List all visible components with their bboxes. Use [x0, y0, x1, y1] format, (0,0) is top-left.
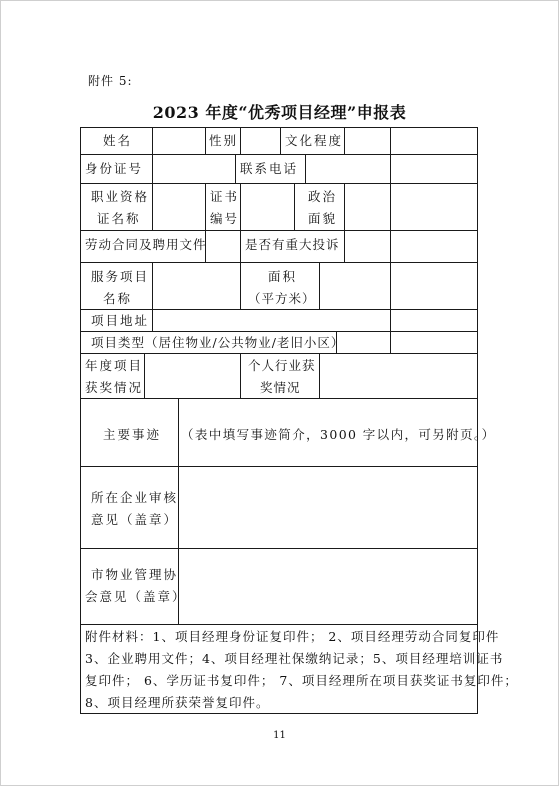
- main-deeds-label: 主要事迹: [103, 427, 162, 442]
- table-line: [80, 127, 81, 714]
- table-line: [80, 154, 478, 155]
- table-line: [305, 154, 306, 184]
- materials-line-3: 复印件； 6、学历证书复印件； 7、项目经理所在项目获奖证书复印件；: [85, 673, 518, 688]
- table-line: [240, 127, 241, 155]
- table-line: [152, 309, 153, 332]
- phone-label: 联系电话: [240, 161, 299, 176]
- qualification-label-line2: 证名称: [97, 211, 141, 226]
- company-opinion-label-line1: 所在企业审核: [91, 490, 179, 505]
- company-opinion-label-line2: 意见（盖章）: [91, 512, 179, 527]
- table-line: [319, 262, 320, 310]
- table-line: [152, 183, 153, 231]
- table-line: [80, 230, 478, 231]
- table-line: [152, 262, 153, 310]
- table-line: [390, 331, 391, 354]
- project-name-label-line2: 名称: [103, 291, 133, 306]
- education-label: 文化程度: [285, 133, 344, 148]
- personal-award-label-line2: 奖情况: [260, 380, 301, 395]
- project-name-label-line1: 服务项目: [91, 269, 150, 284]
- main-deeds-hint: （表中填写事迹简介，3000 字以内，可另附页。）: [181, 427, 496, 442]
- complaint-label: 是否有重大投诉: [245, 237, 340, 252]
- table-line: [390, 127, 391, 155]
- association-opinion-label-line2: 会意见（盖章）: [85, 589, 187, 604]
- table-line: [294, 183, 295, 231]
- table-line: [80, 624, 478, 625]
- table-line: [240, 230, 241, 263]
- annual-award-label-line2: 获奖情况: [85, 380, 144, 395]
- table-line: [240, 353, 241, 399]
- table-line: [235, 154, 236, 184]
- table-line: [280, 127, 281, 155]
- table-line: [80, 466, 478, 467]
- gender-label: 性别: [209, 133, 239, 148]
- table-line: [240, 183, 241, 231]
- table-line: [240, 262, 241, 310]
- table-line: [205, 183, 206, 231]
- table-line: [80, 548, 478, 549]
- materials-line-2: 3、企业聘用文件；4、项目经理社保缴纳记录；5、项目经理培训证书: [85, 651, 504, 666]
- table-line: [152, 154, 153, 184]
- table-line: [344, 127, 345, 155]
- table-line: [344, 230, 345, 263]
- area-label-line1: 面积: [268, 269, 298, 284]
- qualification-label-line1: 职业资格: [91, 189, 150, 204]
- table-line: [390, 262, 391, 310]
- table-line: [80, 262, 478, 263]
- attachment-label: 附件 5:: [88, 74, 133, 88]
- contract-label: 劳动合同及聘用文件: [85, 237, 207, 252]
- association-opinion-label-line1: 市物业管理协: [91, 567, 179, 582]
- certificate-label-line1: 证书: [210, 189, 240, 204]
- table-line: [144, 353, 145, 399]
- area-label-line2: （平方米）: [248, 291, 316, 306]
- table-line: [390, 230, 391, 263]
- annual-award-label-line1: 年度项目: [85, 358, 144, 373]
- materials-line-1: 附件材料：1、项目经理身份证复印件； 2、项目经理劳动合同复印件: [85, 629, 500, 644]
- page-number: 11: [273, 730, 286, 741]
- table-line: [80, 127, 478, 128]
- project-address-label: 项目地址: [91, 313, 150, 328]
- table-line: [390, 183, 391, 231]
- table-line: [390, 309, 391, 332]
- table-line: [80, 183, 478, 184]
- form-title: 2023 年度“优秀项目经理”申报表: [152, 103, 407, 122]
- table-line: [152, 127, 153, 155]
- table-line: [344, 183, 345, 231]
- materials-line-4: 8、项目经理所获荣誉复印件。: [85, 695, 270, 710]
- project-type-label: 项目类型（居住物业/公共物业/老旧小区）: [91, 335, 345, 350]
- political-label-line2: 面貌: [308, 211, 338, 226]
- certificate-label-line2: 编号: [210, 211, 240, 226]
- political-label-line1: 政治: [308, 189, 338, 204]
- id-number-label: 身份证号: [85, 161, 144, 176]
- table-line: [205, 127, 206, 155]
- personal-award-label-line1: 个人行业获: [248, 358, 316, 373]
- name-label: 姓名: [103, 133, 133, 148]
- table-line: [390, 154, 391, 184]
- table-line: [319, 353, 320, 399]
